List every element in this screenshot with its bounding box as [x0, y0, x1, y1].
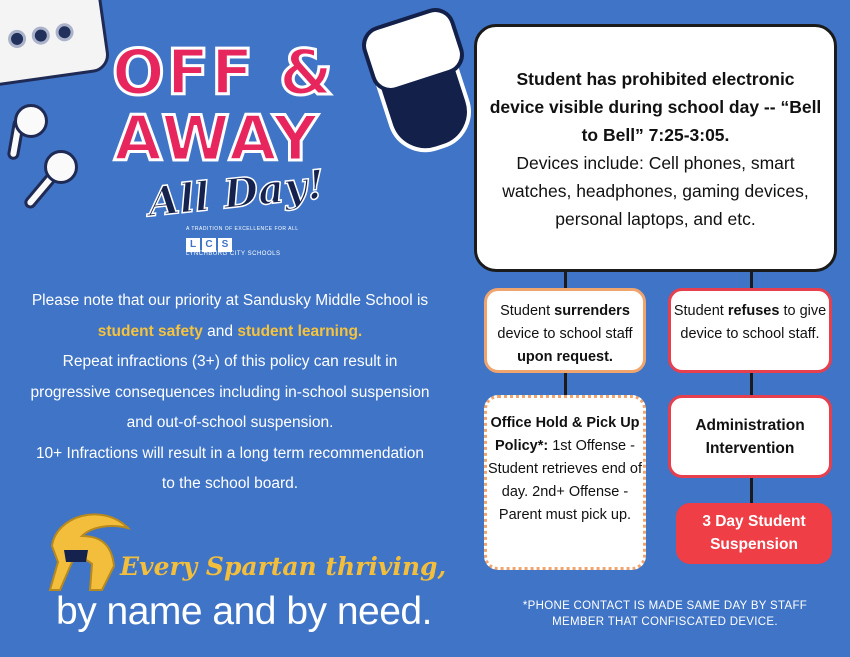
office-hold-heading: Office Hold & Pick Up Policy*:: [490, 415, 640, 454]
motto-line-2: by name and by need.: [56, 590, 432, 633]
connector-line: [750, 270, 753, 290]
repeat-infractions-text: Repeat infractions (3+) of this policy can result in progressive consequences including in-school suspension and out-of-school suspension.: [30, 353, 430, 431]
prohibited-device-box: [474, 24, 837, 272]
connector-line: [564, 371, 567, 397]
suspension-badge: 3 Day Student Suspension: [676, 503, 832, 564]
phone-contact-footnote: *PHONE CONTACT IS MADE SAME DAY BY STAFF MEMBER THAT CONFISCATED DEVICE.: [522, 600, 808, 628]
highlight-safety: student safety: [97, 322, 203, 340]
camera-lens-icon: [31, 25, 51, 45]
motto-line-1: Every Spartan thriving,: [120, 552, 447, 581]
refuse-emphasis: refuses: [727, 303, 780, 319]
connector-line: [750, 371, 753, 397]
lcs-logo: [186, 234, 234, 252]
refuse-box: [668, 288, 832, 373]
earbud-icon: [44, 150, 78, 184]
camera-lens-icon: [54, 22, 74, 42]
device-list: Devices include: Cell phones, smart watches, headphones, gaming devices, personal laptops, and etc.: [502, 153, 809, 229]
camera-lens-icon: [7, 29, 27, 49]
connector-line: [564, 270, 567, 290]
office-hold-box: [484, 395, 646, 570]
district-name: LYNCHBURG CITY SCHOOLS: [186, 251, 281, 257]
surrender-text: device to school staff: [497, 326, 633, 342]
upon-request-emphasis: upon request.: [517, 349, 613, 365]
title-away: AWAY: [114, 102, 320, 175]
priority-notice: [30, 286, 430, 500]
refuse-text: to give device to school staff.: [680, 303, 827, 342]
lcs-letter: L: [186, 238, 200, 252]
refuse-text: Student: [673, 303, 728, 319]
earbud-icon: [14, 104, 48, 138]
notice-text: Please note that our priority at Sandusky Middle School is: [31, 292, 429, 309]
surrender-emphasis: surrenders: [554, 303, 630, 319]
surrender-text: Student: [500, 303, 555, 319]
title-off: OFF &: [112, 36, 336, 109]
surrender-box: [484, 288, 646, 373]
administration-intervention-box: Administration Intervention: [668, 395, 832, 478]
office-hold-text: 1st Offense - Student retrieves end of day. 2nd+ Offense - Parent must pick up.: [488, 438, 642, 523]
district-tagline: A TRADITION OF EXCELLENCE FOR ALL: [186, 226, 299, 232]
connector-line: [750, 476, 753, 504]
smartphone-icon: [0, 0, 111, 89]
notice-text: and: [202, 322, 238, 340]
prohibited-device-heading: Student has prohibited electronic device visible during school day -- “Bell to Bell” 7:25-3:05.: [489, 69, 822, 145]
ten-infractions-text: 10+ Infractions will result in a long term recommendation to the school board.: [35, 444, 425, 492]
lcs-letter: S: [218, 238, 232, 252]
highlight-learning: student learning.: [237, 322, 363, 340]
title-all-day: All Day!: [146, 160, 327, 227]
lcs-letter: C: [202, 238, 216, 252]
